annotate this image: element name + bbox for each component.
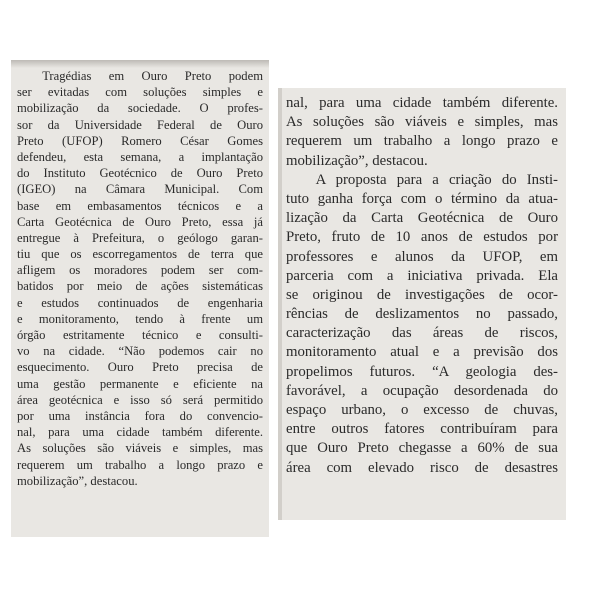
- text-line: batidos por meio de ações sistemáticas: [17, 279, 263, 294]
- text-line: nal, para uma cidade também diferente.: [286, 95, 558, 111]
- text-line: por uma instância fora do convencio-: [17, 408, 263, 423]
- text-line: sor da Universidade Federal de Ouro: [17, 117, 263, 132]
- text-line: uma gestão permanente e eficiente na: [17, 376, 263, 391]
- text-line: monitoramento atual e a previsão dos: [286, 344, 558, 361]
- text-line: e estudos continuados de engenharia: [17, 295, 263, 310]
- text-line: requerem um trabalho a longo prazo e: [17, 457, 263, 472]
- text-line: propelimos futuros. “A geologia des-: [286, 363, 558, 380]
- text-line: defendeu, esta semana, a implantação: [17, 149, 263, 164]
- text-line: área com elevado risco de desastres: [286, 459, 558, 476]
- text-line: afligem os moradores podem ser com-: [17, 263, 263, 278]
- text-line: Preto (UFOP) Romero César Gomes: [17, 133, 263, 148]
- text-line: requerem um trabalho a longo prazo e: [286, 133, 558, 150]
- text-line: área geotécnica e isso só será permitido: [17, 392, 263, 407]
- text-line: favorável, a ocupação desordenada do: [286, 382, 558, 399]
- text-line: nal, para uma cidade também diferente.: [17, 425, 263, 440]
- right-column-text: [286, 94, 558, 478]
- text-line: Tragédias em Ouro Preto podem: [42, 69, 263, 83]
- text-line: caracterização das áreas de riscos,: [286, 325, 558, 342]
- text-line: e monitoramento, tendo à frente um: [17, 311, 263, 326]
- text-line: esquecimento. Ouro Preto precisa de: [17, 360, 263, 375]
- text-line: espaço urbano, o excesso de chuvas,: [286, 402, 558, 418]
- text-line: entregue à Prefeitura, o geólogo garan-: [17, 230, 263, 245]
- text-line: Preto, fruto de 10 anos de estudos por: [286, 229, 558, 246]
- text-line: lização da Carta Geotécnica de Ouro: [286, 210, 558, 227]
- left-column-text: [17, 68, 263, 489]
- text-line: parceria com a iniciativa privada. Ela: [286, 267, 558, 284]
- text-line: se originou de investigações de ocor-: [286, 286, 558, 303]
- text-line: tiu que os escorregamentos de terra que: [17, 247, 263, 262]
- left-clipping: [11, 60, 269, 537]
- text-line: rências de deslizamentos no passado,: [286, 306, 558, 323]
- text-line: mobilização”, destacou.: [17, 473, 138, 488]
- text-line: professores e alunos da UFOP, em: [286, 248, 558, 265]
- text-line: As soluções são viáveis e simples, mas: [17, 441, 263, 456]
- text-line: ser evitadas com soluções simples e: [17, 85, 263, 100]
- text-line: órgão estritamente técnico e consulti-: [17, 328, 263, 342]
- text-line: As soluções são viáveis e simples, mas: [286, 114, 558, 131]
- text-line: Carta Geotécnica de Ouro Preto, essa já: [17, 214, 263, 229]
- text-line: mobilização”, destacou.: [286, 152, 428, 169]
- text-line: vo na cidade. “Não podemos cair no: [17, 344, 263, 359]
- right-clipping: [278, 88, 566, 520]
- text-line: tuto ganha força com o término da atua-: [286, 190, 558, 207]
- text-line: mobilização da sociedade. O profes-: [17, 101, 263, 116]
- text-line: base em embasamentos técnicos e a: [17, 198, 263, 213]
- text-line: (IGEO) na Câmara Municipal. Com: [17, 182, 263, 197]
- text-line: do Instituto Geotécnico de Ouro Preto: [17, 166, 263, 181]
- scan-shadow: [11, 60, 269, 68]
- text-line: entre outros fatores contribuíram para: [286, 421, 558, 438]
- clipping-edge: [278, 88, 282, 520]
- text-line: que Ouro Preto chegasse a 60% de sua: [286, 440, 558, 457]
- text-line: A proposta para a criação do Insti-: [315, 171, 558, 188]
